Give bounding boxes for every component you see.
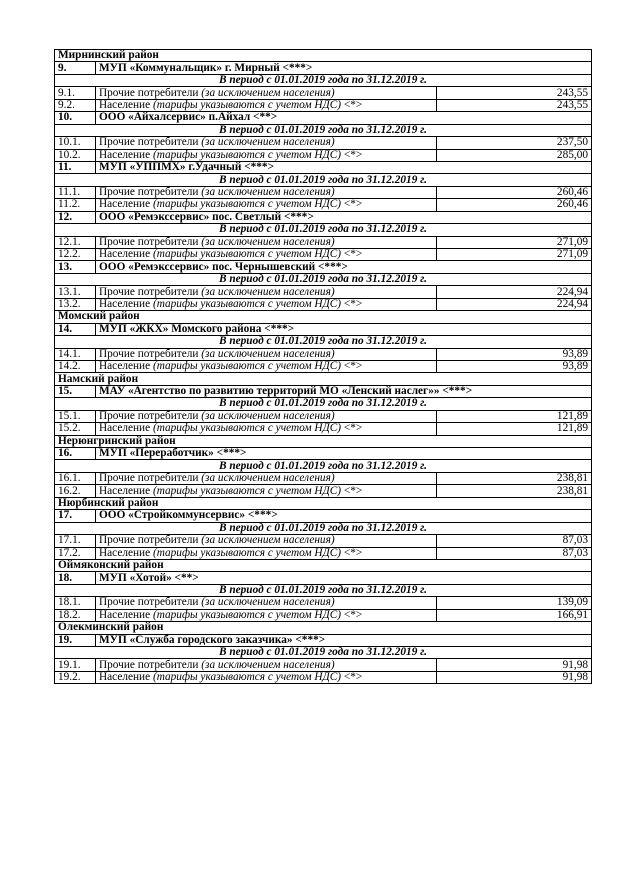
tariff-row-number: 12.2. [55, 249, 96, 261]
consumer-category [96, 609, 437, 621]
tariff-row-number: 9.1. [55, 87, 96, 99]
tariff-row [55, 472, 592, 484]
organization-name: МАУ «Агентство по развитию территорий МО «Ленский наслег»» <***> [96, 385, 592, 397]
period-label: В период с 01.01.2019 года по 31.12.2019 г. [55, 174, 592, 186]
consumer-note: (за исключением населения) [201, 596, 335, 609]
tariff-row-number: 17.2. [55, 547, 96, 559]
tariff-row [55, 137, 592, 149]
period-row [55, 460, 592, 472]
consumer-label: Население [99, 99, 151, 111]
period-row [55, 647, 592, 659]
district-name: Нерюнгринский район [55, 435, 592, 447]
tariff-value: 243,55 [437, 87, 592, 99]
organization-name: МУП «ЖКХ» Момского района <***> [96, 323, 592, 335]
tariff-value: 91,98 [437, 659, 592, 671]
consumer-note: (тарифы указываются с учетом НДС) [152, 198, 342, 211]
organization-name: ООО «Ремэкссервис» пос. Чернышевский <***> [96, 261, 592, 273]
tariff-value: 121,89 [437, 410, 592, 422]
footnote-marker: <*> [343, 360, 363, 373]
tariff-row-number: 19.1. [55, 659, 96, 671]
tariff-value: 87,03 [437, 547, 592, 559]
consumer-category [96, 547, 437, 559]
tariff-row [55, 87, 592, 99]
tariff-table [54, 49, 592, 684]
consumer-note: (за исключением населения) [201, 86, 335, 99]
tariff-row-number: 14.2. [55, 360, 96, 372]
tariff-row [55, 286, 592, 298]
tariff-row-number: 15.2. [55, 423, 96, 435]
district-name: Мирнинский район [55, 50, 592, 62]
period-row [55, 74, 592, 86]
organization-row [55, 634, 592, 646]
tariff-value: 271,09 [437, 249, 592, 261]
district-row [55, 50, 592, 62]
consumer-category [96, 410, 437, 422]
consumer-note: (тарифы указываются с учетом НДС) [152, 609, 342, 621]
organization-name: ООО «Стройкоммунсервис» <***> [96, 510, 592, 522]
period-label: В период с 01.01.2019 года по 31.12.2019 г. [55, 74, 592, 86]
consumer-category [96, 597, 437, 609]
period-row [55, 174, 592, 186]
consumer-label: Население [99, 298, 151, 310]
tariff-value: 166,91 [437, 609, 592, 621]
tariff-row [55, 485, 592, 497]
tariff-value: 237,50 [437, 137, 592, 149]
tariff-row [55, 609, 592, 621]
consumer-category [96, 137, 437, 149]
tariff-row [55, 360, 592, 372]
period-label: В период с 01.01.2019 года по 31.12.2019 г. [55, 398, 592, 410]
tariff-value: 224,94 [437, 298, 592, 310]
district-row [55, 373, 592, 385]
organization-row [55, 261, 592, 273]
organization-number: 15. [55, 385, 96, 397]
organization-row [55, 211, 592, 223]
consumer-note: (за исключением населения) [201, 186, 335, 199]
consumer-label: Население [99, 422, 151, 435]
footnote-marker: <*> [343, 671, 363, 684]
period-label: В период с 01.01.2019 года по 31.12.2019 г. [55, 273, 592, 285]
tariff-row [55, 348, 592, 360]
organization-row [55, 112, 592, 124]
tariff-row-number: 18.2. [55, 609, 96, 621]
district-name: Оймяконский район [55, 559, 592, 571]
consumer-category [96, 149, 437, 161]
footnote-marker: <*> [343, 422, 363, 435]
consumer-label: Население [99, 149, 151, 161]
tariff-row-number: 10.2. [55, 149, 96, 161]
tariff-value: 93,89 [437, 348, 592, 360]
period-row [55, 522, 592, 534]
consumer-category [96, 360, 437, 372]
period-label: В период с 01.01.2019 года по 31.12.2019 г. [55, 647, 592, 659]
consumer-note: (за исключением населения) [201, 348, 335, 360]
tariff-row-number: 11.1. [55, 186, 96, 198]
period-label: В период с 01.01.2019 года по 31.12.2019 г. [55, 522, 592, 534]
tariff-row-number: 13.2. [55, 298, 96, 310]
consumer-label: Прочие потребители [99, 410, 199, 422]
tariff-row-number: 9.2. [55, 99, 96, 111]
district-name: Момский район [55, 311, 592, 323]
footnote-marker: <*> [343, 298, 363, 310]
district-name: Намский район [55, 373, 592, 385]
organization-name: МУП «Служба городского заказчика» <***> [96, 634, 592, 646]
organization-name: МУП «Переработчик» <***> [96, 448, 592, 460]
consumer-label: Прочие потребители [99, 534, 199, 547]
tariff-row-number: 19.2. [55, 671, 96, 683]
tariff-row-number: 13.1. [55, 286, 96, 298]
consumer-label: Прочие потребители [99, 472, 199, 485]
organization-number: 19. [55, 634, 96, 646]
consumer-note: (тарифы указываются с учетом НДС) [152, 484, 342, 497]
consumer-category [96, 423, 437, 435]
footnote-marker: <*> [343, 99, 363, 111]
tariff-row [55, 410, 592, 422]
footnote-marker: <*> [343, 547, 363, 559]
tariff-row-number: 14.1. [55, 348, 96, 360]
tariff-row [55, 249, 592, 261]
tariff-row-number: 10.1. [55, 137, 96, 149]
organization-number: 11. [55, 161, 96, 173]
organization-number: 14. [55, 323, 96, 335]
tariff-value: 139,09 [437, 597, 592, 609]
tariff-value: 285,00 [437, 149, 592, 161]
district-row [55, 559, 592, 571]
consumer-label: Население [99, 609, 151, 621]
organization-row [55, 62, 592, 74]
tariff-row [55, 186, 592, 198]
district-row [55, 622, 592, 634]
consumer-note: (тарифы указываются с учетом НДС) [152, 422, 342, 435]
organization-name: МУП «УППМХ» г.Удачный <***> [96, 161, 592, 173]
consumer-label: Прочие потребители [99, 186, 199, 199]
organization-name: ООО «Айхалсервис» п.Айхал <**> [96, 112, 592, 124]
tariff-row [55, 659, 592, 671]
consumer-category [96, 199, 437, 211]
consumer-category [96, 348, 437, 360]
organization-name: МУП «Хотой» <**> [96, 572, 592, 584]
consumer-note: (за исключением населения) [201, 658, 335, 671]
consumer-category [96, 485, 437, 497]
consumer-label: Прочие потребители [99, 658, 199, 671]
consumer-note: (тарифы указываются с учетом НДС) [152, 99, 342, 111]
period-label: В период с 01.01.2019 года по 31.12.2019 г. [55, 224, 592, 236]
tariff-row [55, 149, 592, 161]
consumer-category [96, 671, 437, 683]
footnote-marker: <*> [343, 484, 363, 497]
footnote-marker: <*> [343, 248, 363, 261]
tariff-row-number: 16.1. [55, 472, 96, 484]
tariff-row [55, 236, 592, 248]
tariff-value: 238,81 [437, 485, 592, 497]
district-row [55, 435, 592, 447]
consumer-category [96, 87, 437, 99]
consumer-category [96, 535, 437, 547]
consumer-label: Прочие потребители [99, 285, 199, 298]
tariff-value: 271,09 [437, 236, 592, 248]
tariff-row [55, 547, 592, 559]
district-row [55, 497, 592, 509]
organization-name: МУП «Коммунальщик» г. Мирный <***> [96, 62, 592, 74]
organization-number: 10. [55, 112, 96, 124]
consumer-category [96, 249, 437, 261]
consumer-category [96, 659, 437, 671]
consumer-category [96, 286, 437, 298]
consumer-note: (за исключением населения) [201, 410, 335, 422]
tariff-value: 93,89 [437, 360, 592, 372]
tariff-row-number: 11.2. [55, 199, 96, 211]
tariff-row [55, 199, 592, 211]
period-label: В период с 01.01.2019 года по 31.12.2019 г. [55, 460, 592, 472]
consumer-note: (за исключением населения) [201, 472, 335, 485]
organization-number: 12. [55, 211, 96, 223]
period-row [55, 398, 592, 410]
consumer-note: (за исключением населения) [201, 285, 335, 298]
tariff-value: 260,46 [437, 186, 592, 198]
tariff-table-body [55, 50, 592, 684]
tariff-value: 224,94 [437, 286, 592, 298]
tariff-row-number: 15.1. [55, 410, 96, 422]
tariff-row [55, 423, 592, 435]
district-row [55, 311, 592, 323]
consumer-category [96, 472, 437, 484]
organization-number: 18. [55, 572, 96, 584]
consumer-label: Население [99, 484, 151, 497]
consumer-category [96, 236, 437, 248]
organization-row [55, 572, 592, 584]
period-label: В период с 01.01.2019 года по 31.12.2019 г. [55, 584, 592, 596]
consumer-label: Прочие потребители [99, 596, 199, 609]
organization-number: 9. [55, 62, 96, 74]
consumer-label: Прочие потребители [99, 236, 199, 248]
period-label: В период с 01.01.2019 года по 31.12.2019 г. [55, 124, 592, 136]
period-row [55, 584, 592, 596]
organization-row [55, 323, 592, 335]
consumer-label: Население [99, 547, 151, 559]
consumer-note: (за исключением населения) [201, 136, 335, 149]
consumer-note: (за исключением населения) [201, 534, 335, 547]
consumer-note: (за исключением населения) [201, 236, 335, 248]
consumer-label: Население [99, 671, 151, 684]
consumer-note: (тарифы указываются с учетом НДС) [152, 248, 342, 261]
tariff-row-number: 17.1. [55, 535, 96, 547]
organization-number: 13. [55, 261, 96, 273]
footnote-marker: <*> [343, 198, 363, 211]
district-name: Олекминский район [55, 622, 592, 634]
consumer-category [96, 186, 437, 198]
consumer-note: (тарифы указываются с учетом НДС) [152, 671, 342, 684]
tariff-value: 87,03 [437, 535, 592, 547]
tariff-row [55, 597, 592, 609]
consumer-note: (тарифы указываются с учетом НДС) [152, 298, 342, 310]
consumer-label: Прочие потребители [99, 348, 199, 360]
period-row [55, 336, 592, 348]
period-row [55, 224, 592, 236]
tariff-row [55, 535, 592, 547]
consumer-category [96, 298, 437, 310]
consumer-label: Население [99, 248, 151, 261]
organization-number: 17. [55, 510, 96, 522]
organization-row [55, 385, 592, 397]
tariff-row-number: 12.1. [55, 236, 96, 248]
organization-row [55, 448, 592, 460]
consumer-label: Население [99, 360, 151, 373]
consumer-label: Прочие потребители [99, 136, 199, 149]
period-row [55, 124, 592, 136]
tariff-value: 260,46 [437, 199, 592, 211]
consumer-note: (тарифы указываются с учетом НДС) [152, 360, 342, 373]
footnote-marker: <*> [343, 149, 363, 161]
consumer-note: (тарифы указываются с учетом НДС) [152, 149, 342, 161]
tariff-row [55, 99, 592, 111]
tariff-value: 238,81 [437, 472, 592, 484]
consumer-note: (тарифы указываются с учетом НДС) [152, 547, 342, 559]
consumer-category [96, 99, 437, 111]
tariff-value: 121,89 [437, 423, 592, 435]
organization-row [55, 510, 592, 522]
footnote-marker: <*> [343, 609, 363, 621]
tariff-row [55, 671, 592, 683]
tariff-value: 243,55 [437, 99, 592, 111]
consumer-label: Прочие потребители [99, 86, 199, 99]
consumer-label: Население [99, 198, 151, 211]
district-name: Нюрбинский район [55, 497, 592, 509]
tariff-row [55, 298, 592, 310]
organization-number: 16. [55, 448, 96, 460]
period-label: В период с 01.01.2019 года по 31.12.2019 г. [55, 336, 592, 348]
tariff-value: 91,98 [437, 671, 592, 683]
tariff-row-number: 16.2. [55, 485, 96, 497]
organization-name: ООО «Ремэкссервис» пос. Светлый <***> [96, 211, 592, 223]
period-row [55, 273, 592, 285]
tariff-row-number: 18.1. [55, 597, 96, 609]
organization-row [55, 161, 592, 173]
